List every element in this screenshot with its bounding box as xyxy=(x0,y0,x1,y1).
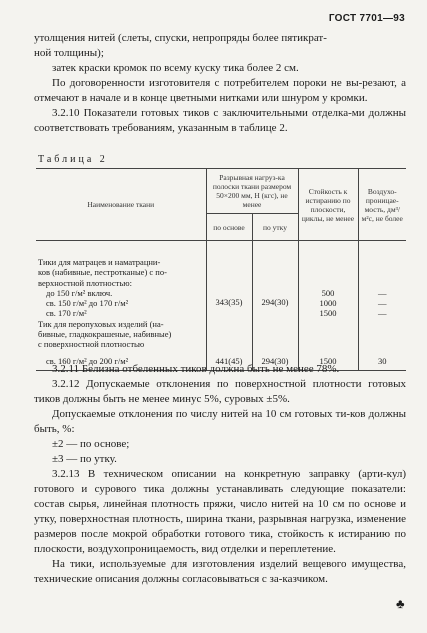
cell-abrasion: 1000 xyxy=(319,298,337,309)
text-line: затек краски кромок по всему куску тика более 2 см. xyxy=(52,62,299,74)
paragraph: Допускаемые отклонения по числу нитей на 10 см готовых ти-ков должны быть, %: xyxy=(34,408,406,435)
text-block-bottom xyxy=(34,362,406,587)
cell-abrasion: 1500 xyxy=(319,308,337,319)
paragraph: 3.2.11 Белизна отбеленных тиков должна быть не менее 78%. xyxy=(52,363,340,375)
group-title-line: Тики для матрацев и наматрацни- xyxy=(38,257,161,267)
col-header-warp: по основе xyxy=(206,214,252,241)
text-line: ной толщины); xyxy=(34,47,104,59)
group-title-line: бивные, гладкокрашеные, набивные) xyxy=(38,329,172,340)
group-title-line: с поверхностной плотностью xyxy=(38,339,145,350)
paragraph: На тики, используемые для изготовления изделий вещевого имущества, технические описания должны согласовываться с за-казчиком. xyxy=(34,558,406,585)
cell-warp: 441(45) xyxy=(206,319,252,371)
cell-air: — xyxy=(378,308,387,319)
text-block-top xyxy=(34,31,406,136)
group-title-line: Тик для перопуховых изделий (на- xyxy=(38,318,164,329)
text-line: утолщения нитей (слеты, спуски, непропряды более пятикрат- xyxy=(34,32,327,44)
cell-weft: 294(30) xyxy=(252,241,298,319)
row-name: св. 170 г/м² xyxy=(46,308,87,319)
page-mark: ♣ xyxy=(396,596,405,611)
group-title-line: верхностной плотностью: xyxy=(38,277,132,288)
cell-abrasion: 500 xyxy=(321,287,335,298)
paragraph: 3.2.13 В техническом описании на конкретную заправку (арти-кул) готового и сурового тика должны устанавливать следующие показатели: состав сырья, линейная плотность пряжи, число нитей на 10 см по основе и утку, поверхностная плотность, ширина ткани, разрывная нагрузка, изменение размеров после мокрой обработки готового тика, стойкость к истиранию по плоскости, воздухопроницаемость, вид отделки и переплетение. xyxy=(34,468,406,555)
group-title-line: ков (набивные, пестротканые) с по- xyxy=(38,267,167,278)
table-caption: Таблица 2 xyxy=(38,154,108,165)
paragraph: По договоренности изготовителя с потребителем пороки не вы-резают, а отмечают в начале и в конце цветными нитками или шнуром у кромки. xyxy=(34,77,406,104)
list-item: ±3 — по утку. xyxy=(52,453,117,465)
row-name: св. 160 г/м² до 200 г/м² xyxy=(46,355,129,366)
row-name: св. 150 г/м² до 170 г/м² xyxy=(46,298,129,309)
cell-air: — xyxy=(378,298,387,309)
paragraph: 3.2.12 Допускаемые отклонения по поверхностной плотности готовых тиков должны быть не менее минус 5%, суровых ±5%. xyxy=(34,378,406,405)
table-row xyxy=(36,241,406,319)
row-name: до 150 г/м² включ. xyxy=(46,287,113,298)
col-header-air: Воздухо-проницае-мость, дм³/м²с, не более xyxy=(358,169,406,241)
list-item: ±2 — по основе; xyxy=(52,438,130,450)
col-header-abrasion: Стойкость к истиранию по плоскости, циклы, не менее xyxy=(298,169,358,241)
standard-number: ГОСТ 7701—93 xyxy=(328,13,405,24)
cell-air: 30 xyxy=(358,319,406,371)
cell-weft: 294(30) xyxy=(252,319,298,371)
table-header-row xyxy=(36,169,406,214)
paragraph: 3.2.10 Показатели готовых тиков с заключительными отделка-ми должны соответствовать требованиям, указанным в таблице 2. xyxy=(34,107,406,134)
col-header-weft: по утку xyxy=(252,214,298,241)
cell-air: — xyxy=(378,287,387,298)
col-header-breaking: Разрывная нагруз-ка полоски ткани размером 50×200 мм, Н (кгс), не менее xyxy=(206,169,298,214)
col-header-name: Наименование ткани xyxy=(36,169,206,241)
spec-table xyxy=(36,168,406,371)
cell-abrasion: 1500 xyxy=(298,319,358,371)
cell-warp: 343(35) xyxy=(206,241,252,319)
